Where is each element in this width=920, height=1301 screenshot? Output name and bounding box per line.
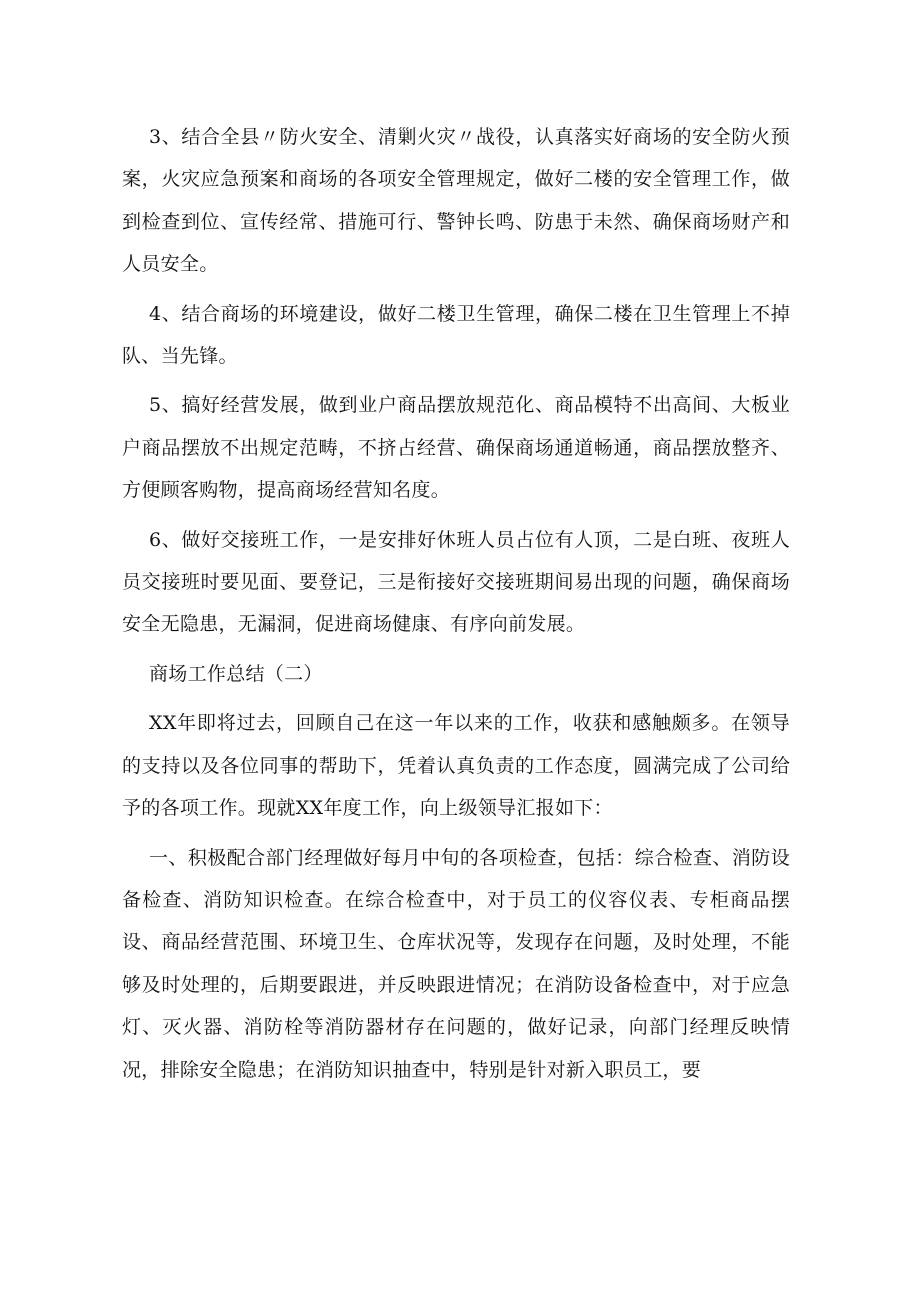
paragraph-shift-handover: 6、做好交接班工作，一是安排好休班人员占位有人顶，二是白班、夜班人员交接班时要见面、要登记，三是衔接好交接班期间易出现的问题，确保商场安全无隐患，无漏洞，促进商场健康、有序向前发展。 bbox=[122, 528, 790, 636]
section-heading: 商场工作总结（二） bbox=[149, 662, 323, 685]
document-body bbox=[122, 116, 790, 1091]
paragraph-fire-safety: 3、结合全县〃防火安全、清剿火灾〃战役，认真落实好商场的安全防火预案，火灾应急预案和商场的各项安全管理规定，做好二楼的安全管理工作，做到检查到位、宣传经常、措施可行、警钟长鸣、防患于未然、确保商场财产和人员安全。 bbox=[122, 126, 790, 276]
paragraph-hygiene: 4、结合商场的环境建设，做好二楼卫生管理，确保二楼在卫生管理上不掉队、当先锋。 bbox=[122, 302, 790, 368]
paragraph-year-review: XX年即将过去，回顾自己在这一年以来的工作，收获和感触颇多。在领导的支持以及各位同事的帮助下，凭着认真负责的工作态度，圆满完成了公司给予的各项工作。现就XX年度工作，向上级领导汇报如下： bbox=[122, 712, 790, 820]
paragraph-business-development: 5、搞好经营发展，做到业户商品摆放规范化、商品模特不出高间、大板业户商品摆放不出规定范畴，不挤占经营、确保商场通道畅通，商品摆放整齐、方便顾客购物，提高商场经营知名度。 bbox=[122, 394, 790, 502]
paragraph-monthly-inspection: 一、积极配合部门经理做好每月中旬的各项检查，包括：综合检查、消防设备检查、消防知识检查。在综合检查中，对于员工的仪容仪表、专柜商品摆设、商品经营范围、环境卫生、仓库状况等，发现存在问题，及时处理，不能够及时处理的，后期要跟进，并反映跟进情况；在消防设备检查中，对于应急灯、灭火器、消防栓等消防器材存在问题的，做好记录，向部门经理反映情况，排除安全隐患；在消防知识抽查中，特别是针对新入职员工，要 bbox=[122, 846, 790, 1081]
